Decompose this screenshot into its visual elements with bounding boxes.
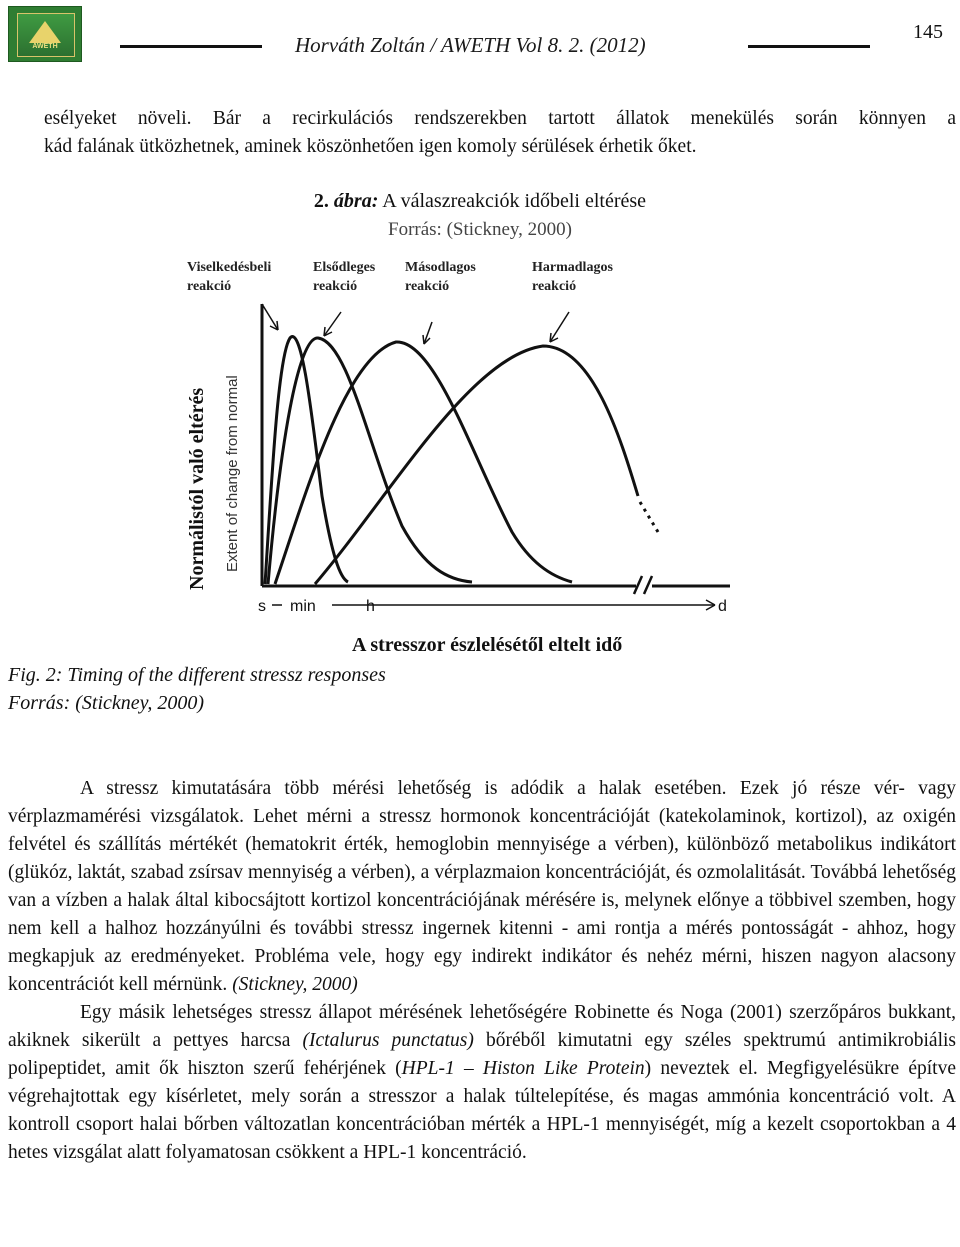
secondary-reaction-curve — [275, 342, 572, 584]
arrow-tertiary — [550, 312, 569, 342]
para-top-line-2: kád falának ütközhetnek, aminek köszönhetően igen komoly sérülések érhetik őket. — [44, 136, 697, 157]
y-axis-label-hu: Normálistól való eltérés — [186, 387, 208, 590]
label-line: reakció — [187, 279, 232, 294]
protein-abbreviation: HPL-1 – Histon Like Protein — [401, 1058, 645, 1079]
label-line: Másodlagos — [405, 260, 476, 275]
para-second-text — [8, 999, 956, 1167]
x-tick-s: s — [258, 598, 266, 615]
aweth-logo — [8, 6, 82, 62]
label-line: Harmadlagos — [532, 260, 613, 275]
caption-label: ábra: — [333, 190, 379, 212]
response-timing-chart — [220, 296, 750, 621]
caption-title: A válaszreakciók időbeli eltérése — [382, 190, 647, 212]
figure-caption — [0, 190, 960, 213]
x-tick-min: min — [290, 598, 316, 615]
page-number: 145 — [913, 21, 943, 43]
primary-reaction-curve — [268, 338, 472, 584]
x-tick-d: d — [718, 598, 727, 615]
x-tick-h: h — [366, 598, 375, 615]
para-main-text — [8, 775, 956, 999]
header-rule-left — [120, 45, 262, 48]
label-line: reakció — [405, 279, 450, 294]
paragraph-main — [8, 775, 956, 1167]
para-main-citation: (Stickney, 2000) — [232, 974, 358, 995]
species-name: (Ictalurus punctatus) — [302, 1030, 474, 1051]
label-line: Elsődleges — [313, 260, 376, 275]
tertiary-reaction-curve — [315, 346, 638, 584]
caption-source: Forrás: (Stickney, 2000) — [388, 219, 572, 240]
label-primary-reaction — [313, 258, 375, 296]
arrow-primary — [324, 312, 341, 336]
behavioral-reaction-curve — [265, 337, 348, 584]
figure-caption-en: Fig. 2: Timing of the different stressz responses — [8, 664, 386, 686]
para-second-part2: bőréből kimutatni egy széles spektrumú antimikrobiális polipeptidet, amit ők hiszton szerű fehérjének ( — [8, 1030, 957, 1079]
tertiary-reaction-curve-dotted — [640, 502, 658, 532]
para-top-line-1: esélyeket növeli. Bár a recirkulációs rendszerekben tartott állatok menekülés során könnyen a — [44, 108, 956, 129]
axis-break-mark — [634, 576, 652, 594]
paragraph-top — [44, 105, 956, 161]
label-line: Viselkedésbeli — [187, 260, 272, 275]
x-axis-label-hu: A stresszor észlelésétől eltelt idő — [352, 634, 623, 656]
journal-header: Horváth Zoltán / AWETH Vol 8. 2. (2012) — [295, 33, 646, 57]
label-secondary-reaction — [405, 258, 476, 296]
para-second-part1: Egy másik lehetséges stressz állapot mérésének lehetőségére Robinette és Noga (2001) szerzőpáros bukkant, akiknek sikerült a pettyes harcsa — [8, 1002, 956, 1051]
caption-number: 2. — [313, 190, 329, 212]
para-main-body: A stressz kimutatására több mérési lehetőség is adódik a halak esetében. Ezek jó része vér- vagy vérplazmamérési vizsgálatok. Lehet mérni a stressz hormonok koncentrációját (katekolaminok, kortizol), az oxigén felvétel és szállítás mértékét (hematokrit érték, hemoglobin mennyisége a vérben), különböző metabolikus indikátort (glükóz, laktát, szabad zsírsav mennyiség a vérben), a vérplazmaion koncentrációját, és ozmolalitását. Továbbá lehetőség van a vízben a halak által kibocsájtott kortizol koncentrációjának mérésére is, melynek előnye a többivel szemben, hogy nem kell a halhoz hozzányúlni és további stressz ingernek kitenni - ami rontja a mérés pontosságát - ahhoz, hogy megkapjuk az eredményeket. Probléma vele, hogy egy indirekt indikátor és nehéz mérni, hiszen nagyon alacsony koncentrációt kell mérnünk. — [8, 778, 956, 995]
label-behavioral-reaction — [187, 258, 271, 296]
label-line: reakció — [532, 279, 577, 294]
label-line: reakció — [313, 279, 358, 294]
header-rule-right — [748, 45, 870, 48]
label-tertiary-reaction — [532, 258, 613, 296]
figure-source-en: Forrás: (Stickney, 2000) — [8, 692, 205, 714]
logo-text: AWETH — [32, 43, 58, 50]
para-second-part3: ) neveztek el. Megfigyelésükre építve végrehajtottak egy kísérletet, mely során a stresszor a halak túltelepítése, és magas ammónia koncentráció volt. A kontroll csoport halai bőrben változatlan koncentrációban mérték a HPL-1 mennyiségét, míg a kezelt csoportokban a 4 hetes vizsgálat alatt folyamatosan csökkent a HPL-1 koncentráció. — [8, 1058, 956, 1163]
y-axis-label-en: Extent of change from normal — [224, 375, 241, 572]
